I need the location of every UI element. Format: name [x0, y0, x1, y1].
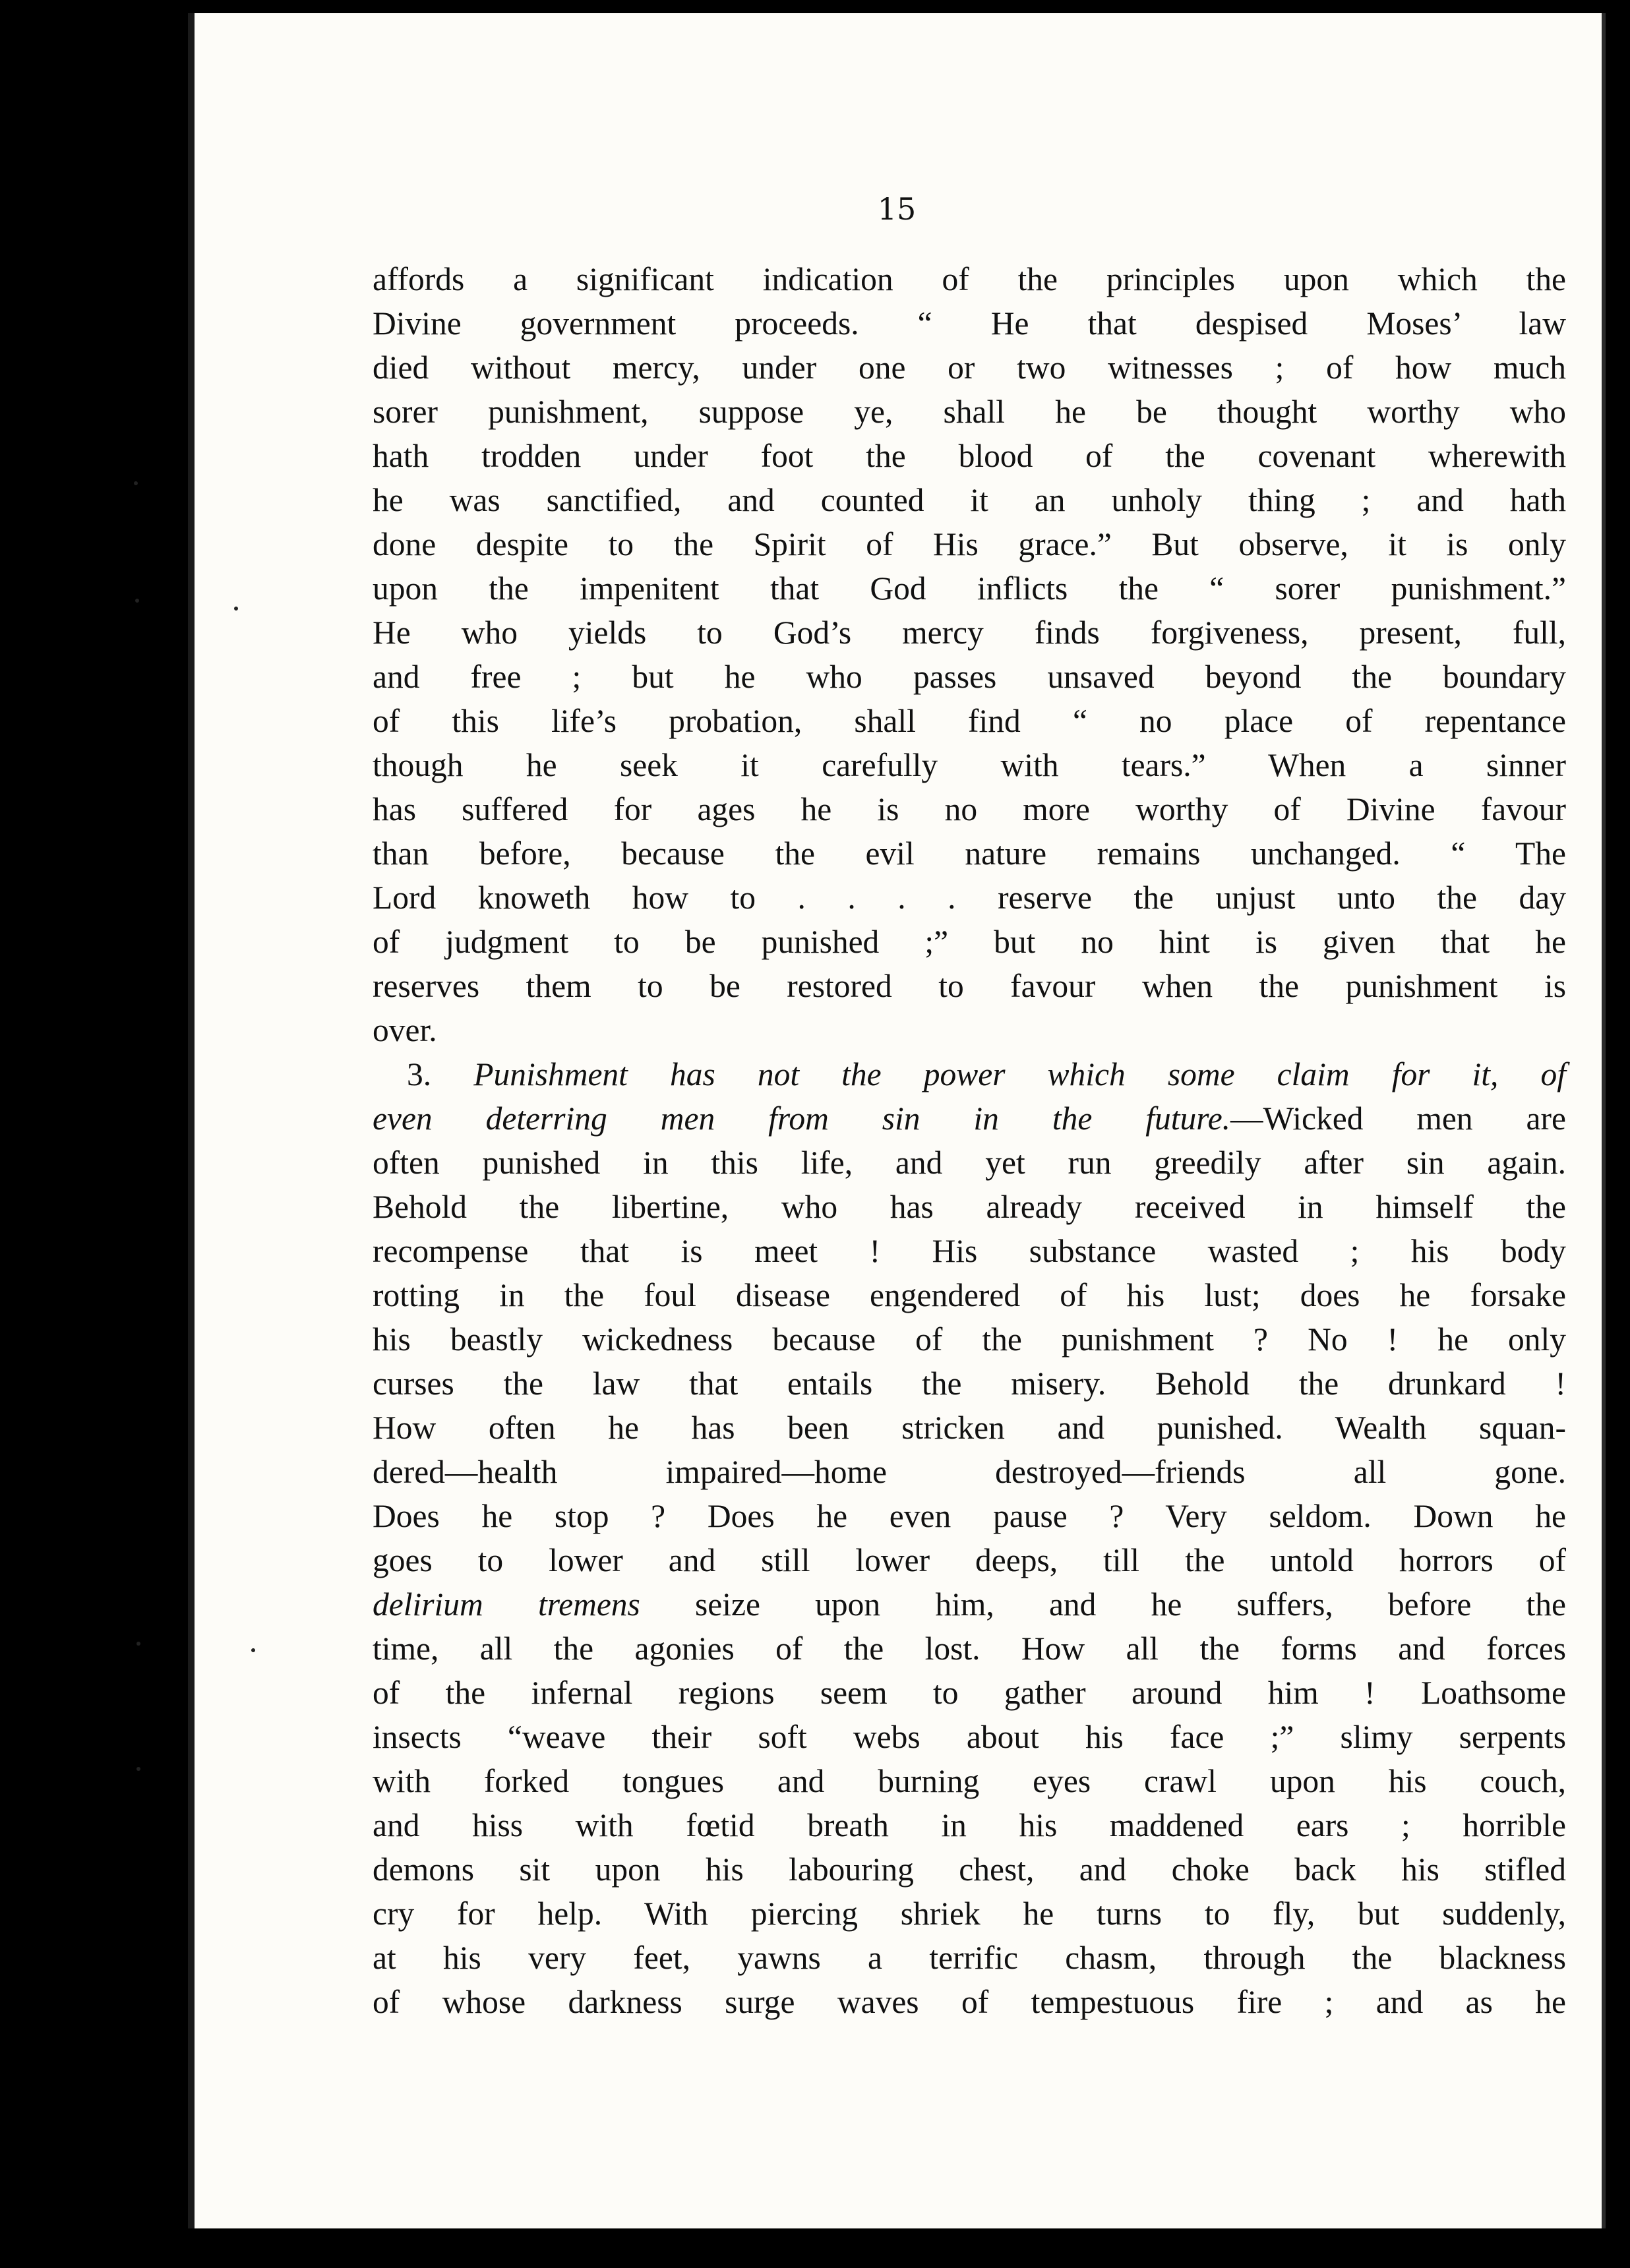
text-line: [373, 1980, 1566, 2024]
text-run: cry for help. With piercing shriek he turns to fly, but suddenly,: [373, 1895, 1566, 1932]
text-line: [373, 1317, 1566, 1361]
italic-run: even deterring men from sin in the future.: [373, 1100, 1231, 1137]
text-line: [373, 655, 1566, 699]
text-line: [373, 1450, 1566, 1494]
text-run: his beastly wickedness because of the punishment ? No ! he only: [373, 1321, 1566, 1358]
italic-run: delirium tremens: [373, 1586, 640, 1623]
text-run: and hiss with fœtid breath in his maddened ears ; horrible: [373, 1807, 1566, 1843]
text-run: He who yields to God’s mercy finds forgiveness, present, full,: [373, 614, 1566, 651]
book-page: [188, 13, 1606, 2228]
text-line: [373, 257, 1566, 301]
page-right-edge: [1602, 13, 1606, 2228]
text-line: [373, 743, 1566, 787]
text-run: insects “weave their soft webs about his face ;” slimy serpents: [373, 1719, 1566, 1755]
text-run: hath trodden under foot the blood of the covenant wherewith: [373, 438, 1566, 474]
text-run: of whose darkness surge waves of tempestuous fire ; and as he: [373, 1984, 1566, 2020]
text-run: Lord knoweth how to . . . . reserve the unjust unto the day: [373, 880, 1566, 916]
text-line: [373, 876, 1566, 920]
text-line: [373, 1494, 1566, 1538]
text-run: than before, because the evil nature remains unchanged. “ The: [373, 835, 1566, 872]
text-run: 3.: [407, 1056, 474, 1092]
text-run: reserves them to be restored to favour when the punishment is: [373, 968, 1566, 1004]
text-line: [373, 787, 1566, 831]
margin-mark: [135, 599, 139, 603]
text-line: [373, 1538, 1566, 1582]
text-run: curses the law that entails the misery. Behold the drunkard !: [373, 1365, 1566, 1402]
text-run: rotting in the foul disease engendered of his lust; does he forsake: [373, 1277, 1566, 1313]
text-line: [373, 1715, 1566, 1759]
text-line: [373, 1847, 1566, 1892]
text-line: [373, 478, 1566, 522]
page-number: 15: [877, 191, 917, 227]
text-run: of judgment to be punished ;” but no hint is given that he: [373, 924, 1566, 960]
text-run: of the infernal regions seem to gather around him ! Loathsome: [373, 1675, 1566, 1711]
text-run: Does he stop ? Does he even pause ? Very seldom. Down he: [373, 1498, 1566, 1534]
text-run: he was sanctified, and counted it an unholy thing ; and hath: [373, 482, 1566, 518]
text-run: time, all the agonies of the lost. How all the forms and forces: [373, 1630, 1566, 1667]
text-run: often punished in this life, and yet run greedily after sin again.: [373, 1145, 1566, 1181]
text-line: [373, 1759, 1566, 1803]
text-line: [373, 566, 1566, 611]
text-line: [373, 301, 1566, 345]
text-run: of this life’s probation, shall find “ no place of repentance: [373, 703, 1566, 739]
text-run: affords a significant indication of the principles upon which the: [373, 261, 1566, 297]
text-line: [373, 1185, 1566, 1229]
text-line: [373, 964, 1566, 1008]
text-run: has suffered for ages he is no more worthy of Divine favour: [373, 791, 1566, 827]
body-text: [373, 257, 1566, 2024]
text-line: [373, 1406, 1566, 1450]
text-run: over.: [373, 1012, 437, 1048]
text-line: [373, 522, 1566, 566]
text-run: and free ; but he who passes unsaved beyond the boundary: [373, 659, 1566, 695]
text-run: done despite to the Spirit of His grace.” But observe, it is only: [373, 526, 1566, 562]
text-line: [373, 1141, 1566, 1185]
text-line: [373, 1273, 1566, 1317]
margin-mark: [136, 1642, 140, 1646]
text-run: How often he has been stricken and punished. Wealth squan-: [373, 1410, 1566, 1446]
text-line: [373, 831, 1566, 876]
text-line: [373, 1008, 1566, 1052]
text-line: [373, 699, 1566, 743]
text-line: [373, 1361, 1566, 1406]
text-run: though he seek it carefully with tears.” When a sinner: [373, 747, 1566, 783]
margin-mark: [136, 1767, 140, 1771]
text-run: upon the impenitent that God inflicts the “ sorer punishment.”: [373, 570, 1566, 607]
text-run: Divine government proceeds. “ He that despised Moses’ law: [373, 305, 1566, 342]
margin-mark: [251, 1648, 255, 1652]
text-run: sorer punishment, suppose ye, shall he be thought worthy who: [373, 394, 1566, 430]
text-line: [373, 434, 1566, 478]
text-run: seize upon him, and he suffers, before the: [640, 1586, 1566, 1623]
text-line: [373, 345, 1566, 390]
text-line: [373, 390, 1566, 434]
text-line: [373, 1582, 1566, 1626]
text-run: demons sit upon his labouring chest, and choke back his stifled: [373, 1851, 1566, 1888]
text-run: with forked tongues and burning eyes crawl upon his couch,: [373, 1763, 1566, 1799]
text-run: recompense that is meet ! His substance wasted ; his body: [373, 1233, 1566, 1269]
text-run: Behold the libertine, who has already received in himself the: [373, 1189, 1566, 1225]
text-line: [373, 1096, 1566, 1141]
text-line: [373, 1671, 1566, 1715]
text-line: [373, 920, 1566, 964]
text-line: [373, 1626, 1566, 1671]
text-line: [373, 1229, 1566, 1273]
text-run: goes to lower and still lower deeps, till the untold horrors of: [373, 1542, 1566, 1578]
text-run: at his very feet, yawns a terrific chasm, through the blackness: [373, 1940, 1566, 1976]
italic-run: Punishment has not the power which some claim for it, of: [473, 1056, 1566, 1092]
text-line: [373, 611, 1566, 655]
text-line: [373, 1803, 1566, 1847]
page-left-border: [188, 13, 195, 2228]
text-run: died without mercy, under one or two witnesses ; of how much: [373, 349, 1566, 386]
text-run: —Wicked men are: [1230, 1100, 1566, 1137]
text-line: [373, 1892, 1566, 1936]
text-run: dered—health impaired—home destroyed—friends all gone.: [373, 1454, 1566, 1490]
margin-mark: [234, 607, 238, 611]
text-line: [373, 1052, 1566, 1096]
margin-mark: [134, 481, 138, 485]
text-line: [373, 1936, 1566, 1980]
